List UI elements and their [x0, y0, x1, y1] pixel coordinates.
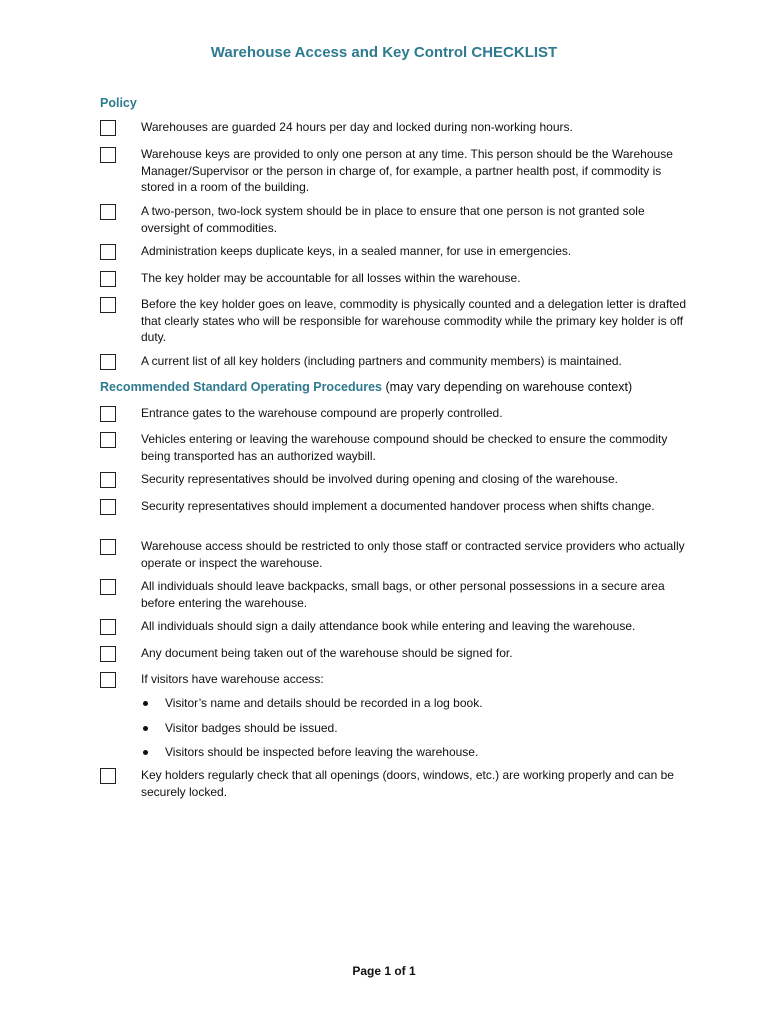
checkbox[interactable]: [100, 539, 116, 555]
checkbox[interactable]: [100, 120, 116, 136]
page-footer: Page 1 of 1: [352, 964, 416, 978]
checklist-item-text: Warehouse access should be restricted to only those staff or contracted service providers who actually operate or inspect the warehouse.: [141, 539, 685, 570]
checklist-item-text: Any document being taken out of the warehouse should be signed for.: [141, 646, 513, 660]
checklist-item-text: Security representatives should implement a documented handover process when shifts change.: [141, 499, 655, 513]
checkbox[interactable]: [100, 646, 116, 662]
checkbox[interactable]: [100, 244, 116, 260]
checkbox[interactable]: [100, 354, 116, 370]
sop-heading: [100, 380, 632, 394]
policy-heading: [100, 96, 137, 110]
sop-heading-label: Recommended Standard Operating Procedures: [100, 380, 383, 394]
visitor-bullet-text: Visitors should be inspected before leaving the warehouse.: [165, 745, 479, 759]
policy-heading-label: Policy: [100, 96, 137, 110]
checkbox[interactable]: [100, 406, 116, 422]
checkbox[interactable]: [100, 147, 116, 163]
page-title: Warehouse Access and Key Control CHECKLIST: [210, 44, 558, 61]
checklist-item-text: Security representatives should be involved during opening and closing of the warehouse.: [141, 472, 618, 486]
checklist-item-text: Key holders regularly check that all openings (doors, windows, etc.) are working properly and can be securely locked.: [141, 768, 674, 799]
bullet-dot-icon: [143, 726, 148, 731]
checkbox[interactable]: [100, 499, 116, 515]
checklist-item-text: Entrance gates to the warehouse compound are properly controlled.: [141, 406, 503, 420]
checklist-item-text: Administration keeps duplicate keys, in a sealed manner, for use in emergencies.: [141, 244, 572, 258]
checkbox[interactable]: [100, 271, 116, 287]
checklist-item-text: All individuals should sign a daily attendance book while entering and leaving the warehouse.: [141, 619, 636, 633]
checklist-item-text: A current list of all key holders (including partners and community members) is maintained.: [141, 354, 622, 368]
checklist-item-text: Warehouse keys are provided to only one person at any time. This person should be the Warehouse Manager/Supervisor or the person in charge of, for example, a partner health post, if commodity is stored in a room of the building.: [141, 147, 673, 194]
checklist-item-text: The key holder may be accountable for all losses within the warehouse.: [141, 271, 521, 285]
bullet-dot-icon: [143, 701, 148, 706]
checkbox[interactable]: [100, 297, 116, 313]
checkbox[interactable]: [100, 204, 116, 220]
bullet-dot-icon: [143, 750, 148, 755]
checklist-item-text: If visitors have warehouse access:: [141, 672, 324, 686]
sop-heading-note: (may vary depending on warehouse context): [385, 380, 633, 394]
checkbox[interactable]: [100, 768, 116, 784]
checkbox[interactable]: [100, 432, 116, 448]
checkbox[interactable]: [100, 672, 116, 688]
visitor-bullet-text: Visitor’s name and details should be recorded in a log book.: [165, 696, 483, 710]
checkbox[interactable]: [100, 472, 116, 488]
checklist-item-text: Vehicles entering or leaving the warehouse compound should be checked to ensure the commodity being transported has an authorized waybill.: [141, 432, 668, 463]
visitor-bullet-text: Visitor badges should be issued.: [165, 721, 338, 735]
checklist-item-text: Warehouses are guarded 24 hours per day and locked during non-working hours.: [141, 120, 573, 134]
checkbox[interactable]: [100, 579, 116, 595]
checklist-item-text: A two-person, two-lock system should be in place to ensure that one person is not granted sole oversight of commodities.: [141, 204, 645, 235]
checkbox[interactable]: [100, 619, 116, 635]
checklist-item-text: All individuals should leave backpacks, small bags, or other personal possessions in a secure area before entering the warehouse.: [141, 579, 665, 610]
checklist-item-text: Before the key holder goes on leave, commodity is physically counted and a delegation letter is drafted that clearly states who will be responsible for warehouse commodity while the primary key holder is off duty.: [141, 297, 686, 344]
